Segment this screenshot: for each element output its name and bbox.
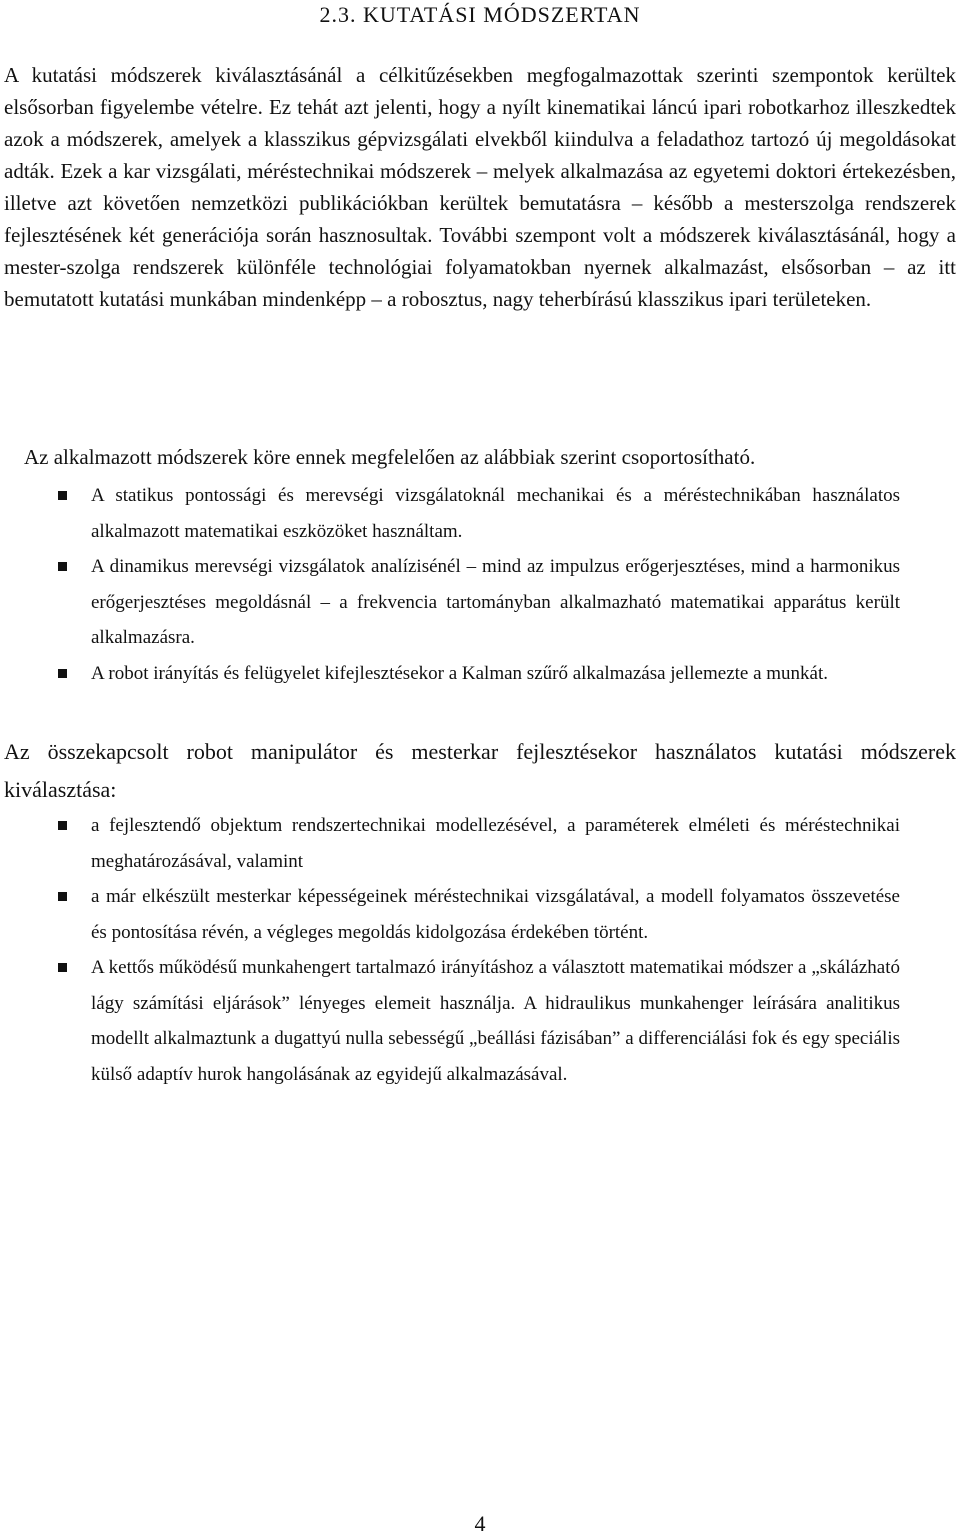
list-item-text: A statikus pontossági és merevségi vizsgálatoknál mechanikai és a méréstechnikában használatos alkalmazott matematikai eszközöket használtam.: [91, 485, 900, 542]
methods-grouping-paragraph: Az alkalmazott módszerek köre ennek megfelelően az alábbiak szerint csoportosítható.: [24, 445, 756, 469]
square-bullet-icon: [58, 491, 67, 500]
list-item: [0, 656, 960, 692]
list-item-text: a már elkészült mesterkar képességeinek méréstechnikai vizsgálatával, a modell folyamatos összevetése és pontosítása révén, a végleges megoldás kidolgozása érdekében történt.: [91, 886, 900, 943]
list-item-text: a fejlesztendő objektum rendszertechnikai modellezésével, a paraméterek elméleti és méréstechnikai meghatározásával, valamint: [91, 815, 900, 872]
list-item-text: A kettős működésű munkahengert tartalmazó irányításhoz a választott matematikai módszer a „skálázható lágy számítási eljárások” lényeges elemeit használja. A hidraulikus munkahenger leírására analitikus modellt alkalmaztunk a dugattyú nulla sebességű „beállási fázisában” a differenciálási fok és egy speciális külső adaptív hurok hangolásának az egyidejű alkalmazásával.: [91, 957, 900, 1085]
list-item-text: A dinamikus merevségi vizsgálatok analízisénél – mind az impulzus erőgerjesztéses, mind a harmonikus erőgerjesztéses megoldásnál – a frekvencia tartományban alkalmazható matematikai apparátus került alkalmazásra.: [91, 556, 900, 648]
square-bullet-icon: [58, 562, 67, 571]
square-bullet-icon: [58, 669, 67, 678]
combined-methods-list: [0, 808, 960, 1092]
list-item: [0, 808, 960, 879]
square-bullet-icon: [58, 821, 67, 830]
list-item: [0, 950, 960, 1092]
section-heading: 2.3. KUTATÁSI MÓDSZERTAN: [319, 2, 641, 27]
page-number: 4: [474, 1511, 486, 1536]
list-item: [0, 478, 960, 549]
square-bullet-icon: [58, 892, 67, 901]
list-item-text: A robot irányítás és felügyelet kifejlesztésekor a Kalman szűrő alkalmazása jellemezte a munkát.: [91, 662, 829, 684]
combined-system-paragraph: Az összekapcsolt robot manipulátor és mesterkar fejlesztésekor használatos kutatási módszerek kiválasztása:: [4, 739, 956, 802]
list-item: [0, 549, 960, 656]
intro-paragraph: A kutatási módszerek kiválasztásánál a célkitűzésekben megfogalmazottak szerinti szempontok kerültek elsősorban figyelembe vételre. Ez tehát azt jelenti, hogy a nyílt kinematikai láncú ipari robotkarhoz illeszkedtek azok a módszerek, amelyek a klasszikus gépvizsgálati elvekből kiindulva a feladathoz tartozó új megoldásokat adták. Ezek a kar vizsgálati, méréstechnikai módszerek – melyek alkalmazása az egyetemi doktori értekezésben, illetve azt követően nemzetközi publikációkban kerültek bemutatásra – később a mesterszolga rendszerek fejlesztésének két generációja során hasznosultak. További szempont volt a módszerek kiválasztásánál, hogy a mester-szolga rendszerek különféle technológiai folyamatokban nyernek alkalmazást, elsősorban – az itt bemutatott kutatási munkában mindenképp – a robosztus, nagy teherbírású klasszikus ipari területeken.: [4, 63, 956, 311]
methods-list: [0, 478, 960, 691]
square-bullet-icon: [58, 963, 67, 972]
list-item: [0, 879, 960, 950]
